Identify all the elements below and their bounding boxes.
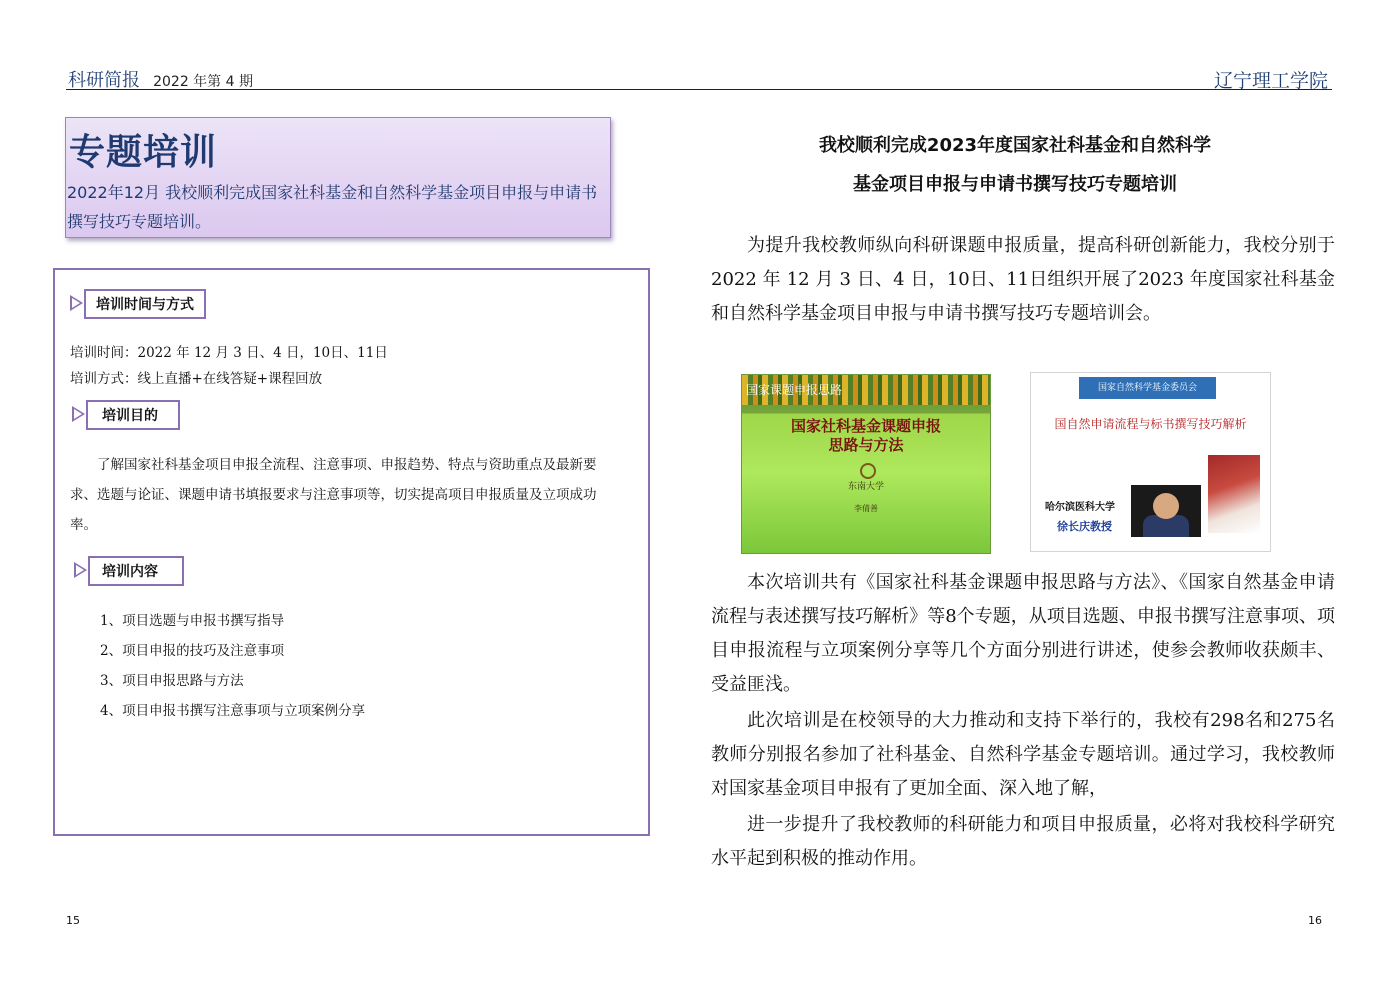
list-item: 4、项目申报书撰写注意事项与立项案例分享 [100,703,366,719]
triangle-arrow-icon [72,406,85,422]
speaker-video-thumbnail [1131,485,1201,537]
slide-image-natural-science [1030,372,1271,552]
training-time: 培训时间：2022 年 12 月 3 日、4 日，10日、11日 [70,345,388,361]
list-item: 2、项目申报的技巧及注意事项 [100,643,285,659]
publication-name: 科研简报 [68,70,140,91]
article-paragraph-4: 进一步提升了我校教师的科研能力和项目申报质量，必将对我校科学研究水平起到积极的推动作用。 [711,814,1335,869]
page-number-left: 15 [66,914,80,927]
institution-name: 辽宁理工学院 [1213,70,1328,92]
section-heading-label: 培训目的 [86,400,180,430]
training-mode: 培训方式：线上直播+在线答疑+课程回放 [70,371,323,387]
university-emblem-icon [860,463,876,479]
topic-title: 专题培训 [69,132,218,173]
article-title-line2: 基金项目申报与申请书撰写技巧专题培训 [853,174,1177,195]
slide-image-social-science [741,374,991,554]
slide1-school: 东南大学 [847,482,884,492]
nsfc-banner: 国家自然科学基金委员会 [1079,377,1216,399]
speaker-head [1153,493,1179,519]
slide1-title [742,417,990,455]
slide1-title-line1: 国家社科基金课题申报 [790,417,941,435]
training-goal-text: 了解国家社科基金项目申报全流程、注意事项、申报趋势、特点与资助重点及最新要求、选题与论证、课题申请书填报要求与注意事项等，切实提高项目申报质量及立项成功率。 [70,457,597,533]
topic-box [65,117,611,238]
slide1-author: 李倩善 [854,504,878,513]
section-heading-label: 培训时间与方式 [84,289,206,319]
slide2-professor: 徐长庆教授 [1057,520,1112,533]
slide2-school: 哈尔滨医科大学 [1045,502,1115,513]
slide1-header: 国家课题申报思路 [746,383,843,397]
triangle-arrow-icon [70,295,83,311]
campus-photo [1208,455,1260,533]
issue-number: 2022 年第 4 期 [153,74,253,90]
list-item: 3、项目申报思路与方法 [100,673,244,689]
slide2-title: 国自然申请流程与标书撰写技巧解析 [1054,417,1247,431]
header-rule [66,89,1332,90]
slide1-title-line2: 思路与方法 [828,436,904,454]
topic-subtitle: 2022年12月 我校顺利完成国家社科基金和自然科学基金项目申报与申请书撰写技巧专题培训。 [67,183,598,231]
article-paragraph-3: 此次培训是在校领导的大力推动和支持下举行的，我校有298名和275名教师分别报名参加了社科基金、自然科学基金专题培训。通过学习，我校教师对国家基金项目申报有了更加全面、深入地了解， [711,710,1335,799]
list-item: 1、项目选题与申报书撰写指导 [100,613,285,629]
article-title-line1: 我校顺利完成2023年度国家社科基金和自然科学 [818,135,1212,156]
section-heading-label: 培训内容 [88,556,184,586]
article-paragraph-2: 本次培训共有《国家社科基金课题申报思路与方法》、《国家自然基金申请流程与表述撰写技巧解析》等8个专题，从项目选题、申报书撰写注意事项、项目申报流程与立项案例分享等几个方面分别进行讲述，使参会教师收获颇丰、受益匪浅。 [711,572,1335,695]
page-number-right: 16 [1308,914,1322,927]
article-paragraph-1: 为提升我校教师纵向科研课题申报质量，提高科研创新能力，我校分别于2022 年 12 月 3 日、4 日，10日、11日组织开展了2023 年度国家社科基金和自然科学基金项目申报与申请书撰写技巧专题培训会。 [711,235,1335,324]
triangle-arrow-icon [74,562,87,578]
